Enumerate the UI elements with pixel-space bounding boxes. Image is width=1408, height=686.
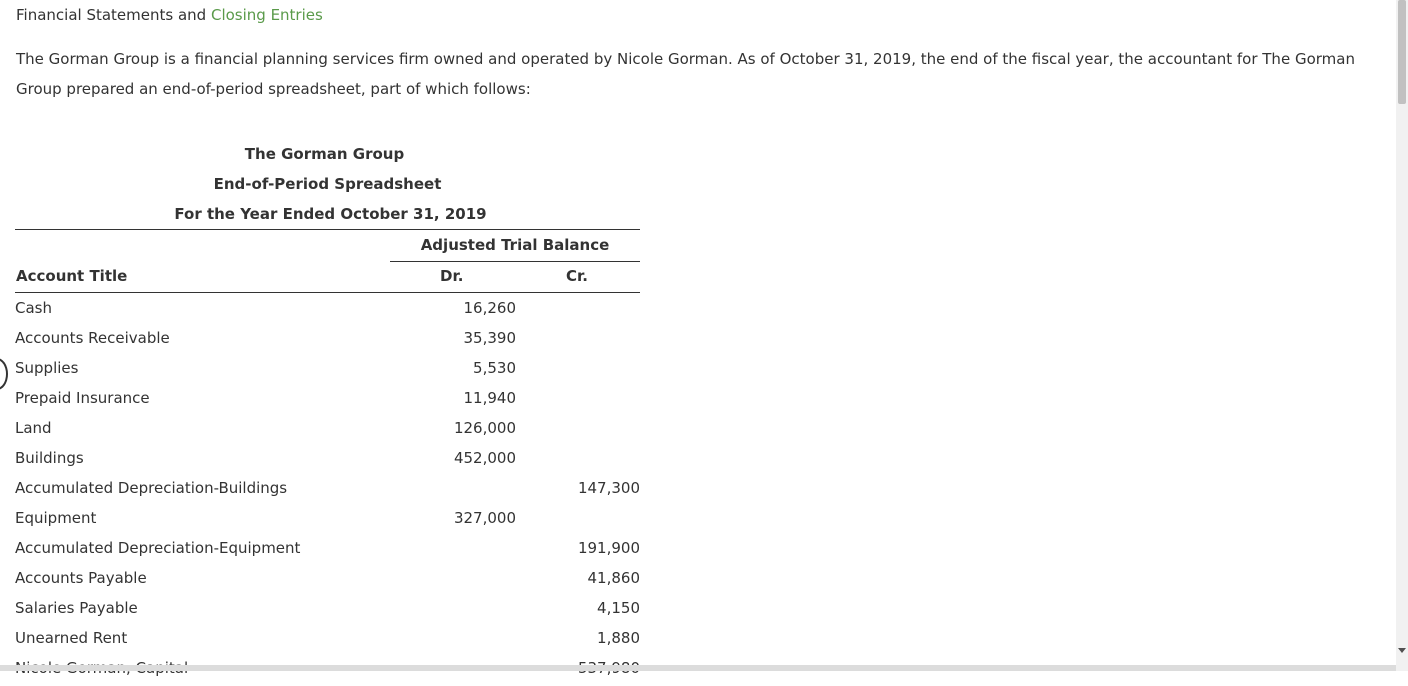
section-divider (390, 261, 640, 262)
title-prefix: Financial Statements and (16, 6, 211, 24)
debit-amount: 327,000 (453, 509, 516, 527)
account-title: Salaries Payable (15, 599, 138, 617)
debit-amount: 452,000 (453, 449, 516, 467)
page-title (16, 5, 323, 25)
table-row (15, 626, 640, 656)
table-row (15, 596, 640, 626)
account-title: Accumulated Depreciation-Buildings (15, 479, 288, 497)
table-row (15, 536, 640, 566)
table-row (15, 656, 640, 686)
col-cr: Cr. (566, 267, 588, 285)
account-rows (15, 296, 640, 686)
table-row (15, 446, 640, 476)
debit-amount: 5,530 (473, 359, 516, 377)
table-row (15, 296, 640, 326)
credit-amount: 41,860 (587, 569, 640, 587)
margin-bracket-icon (0, 358, 8, 390)
account-title: Supplies (15, 359, 79, 377)
credit-amount: 4,150 (597, 599, 640, 617)
table-row (15, 506, 640, 536)
account-title: Unearned Rent (15, 629, 128, 647)
table-row (15, 386, 640, 416)
scroll-down-arrow-icon[interactable] (1398, 648, 1406, 653)
table-row (15, 566, 640, 596)
account-title: Accounts Payable (15, 569, 147, 587)
debit-amount: 126,000 (453, 419, 516, 437)
col-dr: Dr. (440, 267, 464, 285)
account-title: Accounts Receivable (15, 329, 170, 347)
account-title: Buildings (15, 449, 84, 467)
header-divider (15, 229, 640, 230)
debit-amount: 35,390 (463, 329, 516, 347)
problem-intro: The Gorman Group is a financial planning services firm owned and operated by Nicole Gorman. As of October 31, 2019, the end of the fiscal year, the accountant for The Gorman Group prepared an end-of-period spreadsheet, part of which follows: (16, 50, 1355, 98)
table-row (15, 476, 640, 506)
closing-entries-link[interactable]: Closing Entries (210, 6, 323, 24)
scrollbar-thumb[interactable] (1398, 0, 1406, 104)
table-row (15, 326, 640, 356)
account-title: Cash (15, 299, 52, 317)
account-title: Prepaid Insurance (15, 389, 150, 407)
company-name: The Gorman Group (244, 145, 405, 163)
debit-amount: 11,940 (463, 389, 516, 407)
table-row (15, 416, 640, 446)
section-heading: Adjusted Trial Balance (420, 236, 610, 254)
column-divider (15, 292, 640, 293)
col-account-title: Account Title (16, 267, 128, 285)
account-title: Equipment (15, 509, 97, 527)
account-title: Land (15, 419, 52, 437)
vertical-scrollbar[interactable] (1396, 0, 1408, 671)
spreadsheet-period: For the Year Ended October 31, 2019 (174, 205, 487, 223)
spreadsheet-name: End-of-Period Spreadsheet (213, 175, 442, 193)
horizontal-scrollbar[interactable] (0, 665, 1396, 671)
credit-amount: 1,880 (597, 629, 640, 647)
debit-amount: 16,260 (463, 299, 516, 317)
account-title: Accumulated Depreciation-Equipment (15, 539, 301, 557)
table-row (15, 356, 640, 386)
credit-amount: 147,300 (577, 479, 640, 497)
credit-amount: 191,900 (577, 539, 640, 557)
